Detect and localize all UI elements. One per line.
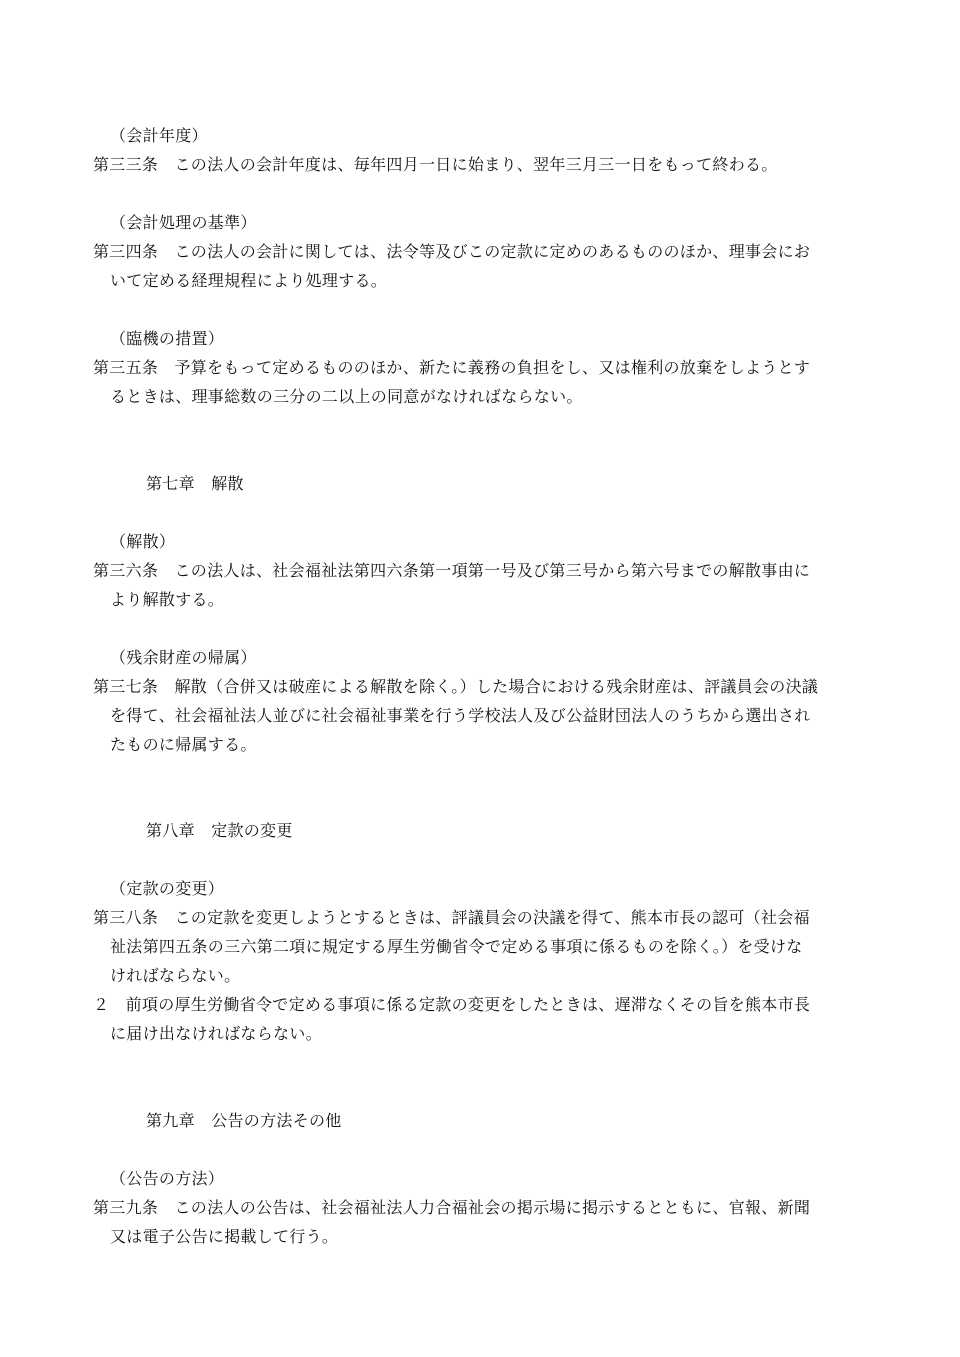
article-text: 第三五条 予算をもって定めるもののほか、新たに義務の負担をし、又は権利の放棄をしようとす [93,358,811,377]
article-heading: （解散） [110,532,176,551]
article-text: 第三四条 この法人の会計に関しては、法令等及びこの定款に定めのあるもののほか、理事会にお [93,242,811,261]
article-heading: （会計処理の基準） [110,213,257,232]
chapter-title: 第七章 解散 [146,474,244,493]
article-heading: （公告の方法） [110,1169,225,1188]
article-heading: （臨機の措置） [110,329,225,348]
chapter-title: 第八章 定款の変更 [146,821,293,840]
article-text-continued: いて定める経理規程により処理する。 [110,271,388,290]
article-text: 第三六条 この法人は、社会福祉法第四六条第一項第一号及び第三号から第六号までの解散事由に [93,561,811,580]
article-text-continued: 祉法第四五条の三六第二項に規定する厚生労働省令で定める事項に係るものを除く。）を受けな [110,937,803,956]
article-text: 第三三条 この法人の会計年度は、毎年四月一日に始まり、翌年三月三一日をもって終わる。 [93,155,778,174]
article-text-continued: を得て、社会福祉法人並びに社会福祉事業を行う学校法人及び公益財団法人のうちから選出され [110,706,811,725]
article-text: 第三八条 この定款を変更しようとするときは、評議員会の決議を得て、熊本市長の認可（社会福 [93,908,810,927]
article-text: 第三七条 解散（合併又は破産による解散を除く。）した場合における残余財産は、評議員会の決議 [93,677,819,696]
article-text-continued: 又は電子公告に掲載して行う。 [110,1227,339,1246]
article-heading: （会計年度） [110,126,208,145]
article-text-continued: ければならない。 [110,966,241,985]
article-paragraph-2: ２ 前項の厚生労働省令で定める事項に係る定款の変更をしたときは、遅滞なくその旨を熊本市長 [93,995,811,1014]
article-heading: （残余財産の帰属） [110,648,257,667]
article-text-continued: るときは、理事総数の三分の二以上の同意がなければならない。 [110,387,583,406]
chapter-title: 第九章 公告の方法その他 [146,1111,342,1130]
article-text-continued: に届け出なければならない。 [110,1024,322,1043]
article-text: 第三九条 この法人の公告は、社会福祉法人力合福祉会の掲示場に掲示するとともに、官報、新聞 [93,1198,811,1217]
article-text-continued: たものに帰属する。 [110,735,257,754]
article-heading: （定款の変更） [110,879,225,898]
article-text-continued: より解散する。 [110,590,225,609]
